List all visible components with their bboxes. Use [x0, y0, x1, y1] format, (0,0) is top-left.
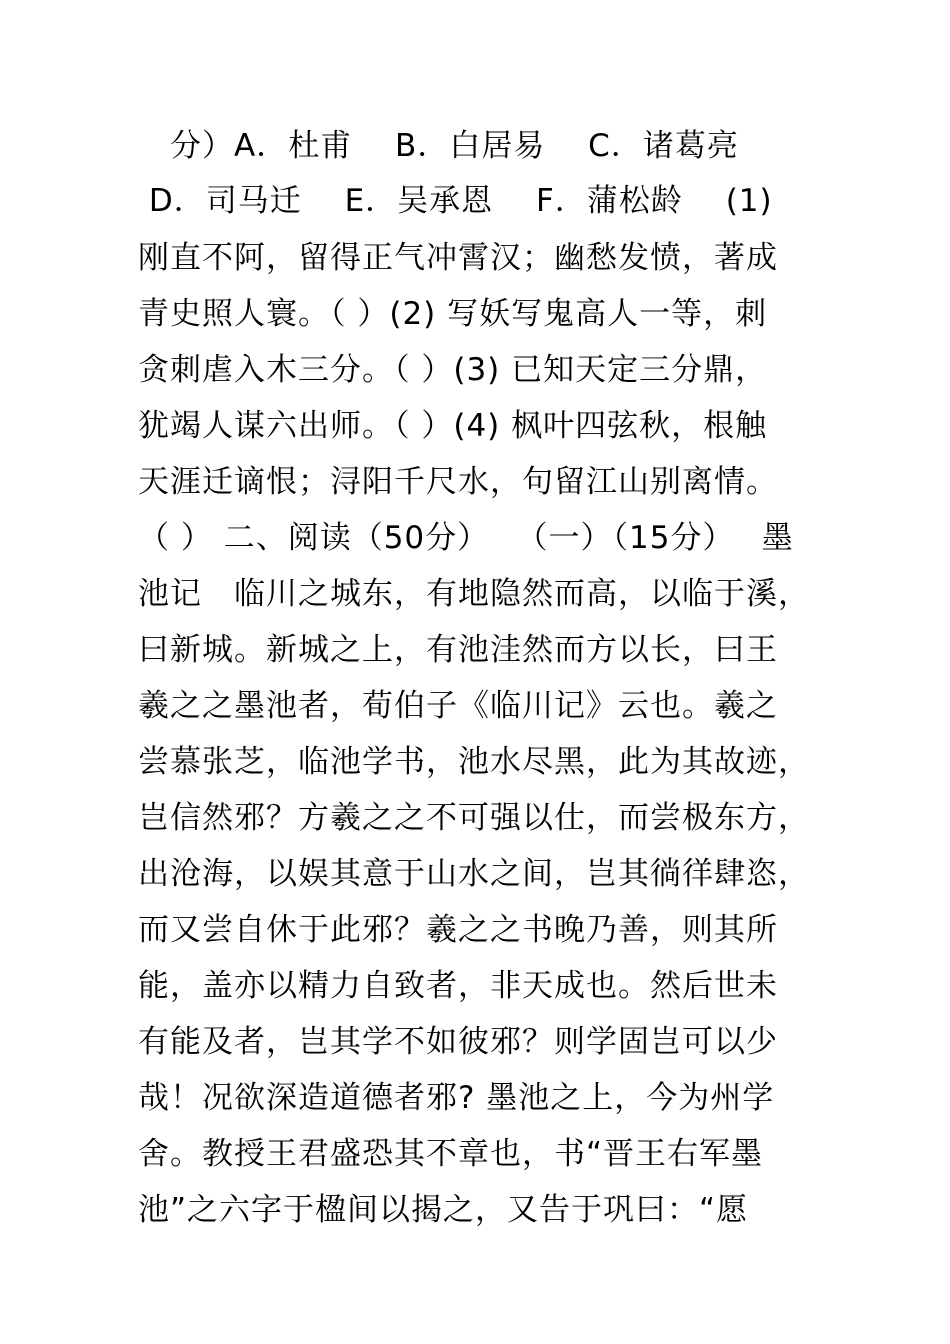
text-line: 曰新城。新城之上，有池洼然而方以长，曰王	[138, 632, 778, 668]
text-line: 有能及者，岂其学不如彼邪？则学固岂可以少	[138, 1024, 778, 1060]
text-line: （ ） 二、阅读（50分） （一）（15分） 墨	[138, 520, 794, 556]
text-line: 池”之六字于楹间以揭之，又告于巩曰：“愿	[138, 1192, 749, 1228]
text-line: 天涯迁谪恨；浔阳千尺水，句留江山别离情。	[138, 464, 778, 500]
text-line: 青史照人寰。（ ）(2) 写妖写鬼高人一等，刺	[138, 296, 768, 332]
text-line: 分）A．杜甫 B．白居易 C．诸葛亮	[138, 128, 739, 164]
text-line: 池记 临川之城东，有地隐然而高，以临于溪，	[138, 576, 810, 612]
text-line: 犹竭人谋六出师。（ ）(4) 枫叶四弦秋，根触	[138, 408, 768, 444]
text-line: 贪刺虐入木三分。（ ）(3) 已知天定三分鼎，	[138, 352, 768, 388]
text-line: D．司马迁 E．吴承恩 F．蒲松龄 (1)	[138, 183, 773, 219]
text-line: 能，盖亦以精力自致者，非天成也。然后世未	[138, 968, 778, 1004]
text-line: 出沧海，以娱其意于山水之间，岂其徜徉肆恣，	[138, 856, 810, 892]
text-line: 羲之之墨池者，荀伯子《临川记》云也。羲之	[138, 688, 778, 724]
text-line: 哉！况欲深造道德者邪? 墨池之上，今为州学	[138, 1080, 775, 1116]
text-line: 而又尝自休于此邪？羲之之书晚乃善，则其所	[138, 912, 778, 948]
text-line: 刚直不阿，留得正气冲霄汉；幽愁发愤，著成	[138, 240, 778, 276]
text-line: 舍。教授王君盛恐其不章也，书“晋王右军墨	[138, 1136, 764, 1172]
text-line: 岂信然邪？方羲之之不可强以仕，而尝极东方，	[138, 800, 810, 836]
text-line: 尝慕张芝，临池学书，池水尽黑，此为其故迹，	[138, 744, 810, 780]
